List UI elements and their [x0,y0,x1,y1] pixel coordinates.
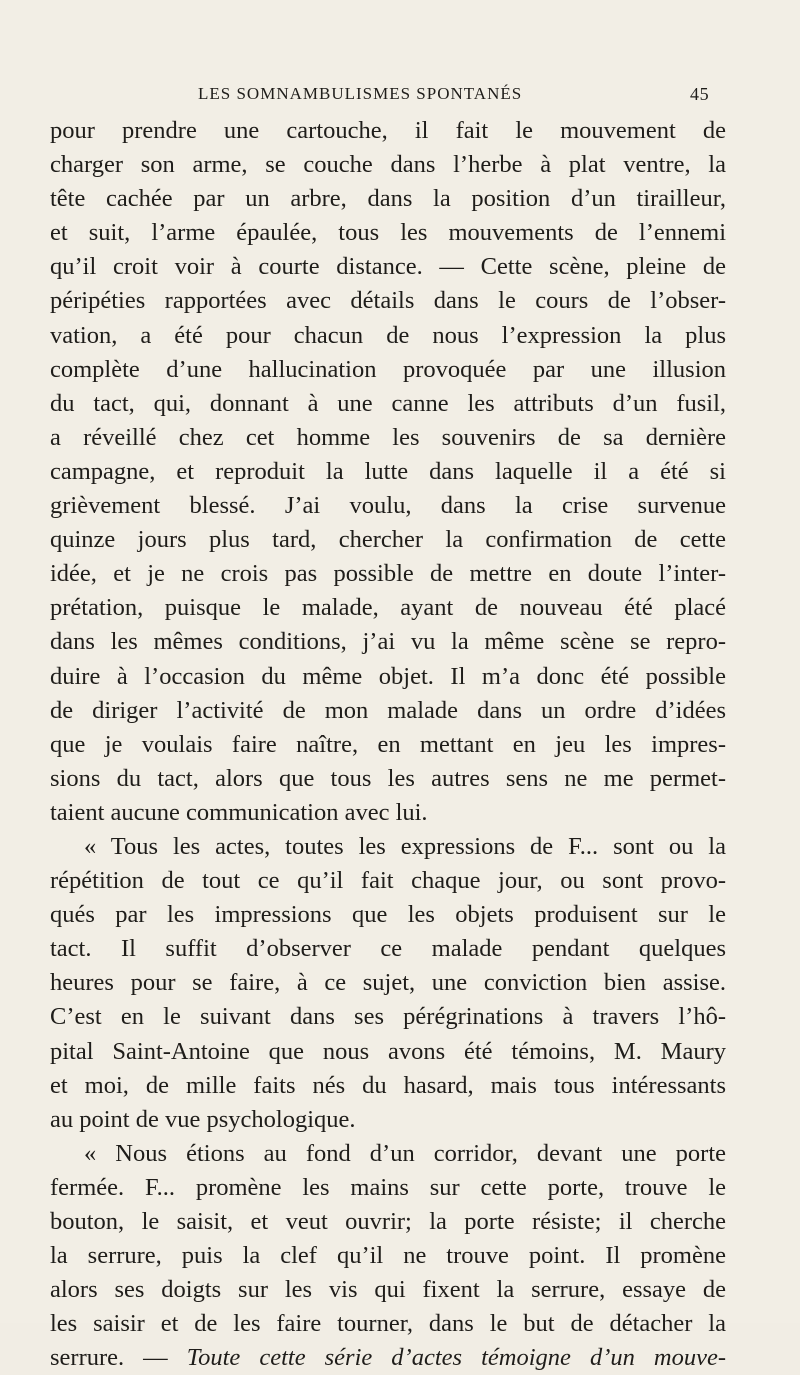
paragraph-end-line: taient aucune communication avec lui. [50,798,428,826]
text-line: péripéties rapportées avec détails dans le cours de l’obser- [50,287,726,315]
final-line [50,1341,726,1375]
text-line: C’est en le suivant dans ses pérégrinations à travers l’hô- [50,1003,726,1031]
text-line: charger son arme, se couche dans l’herbe à plat ventre, la [50,151,726,179]
text-line: que je voulais faire naître, en mettant en jeu les impres- [50,730,726,758]
text-line: dans les mêmes conditions, j’ai vu la même scène se repro- [50,628,726,656]
text-line: complète d’une hallucination provoquée par une illusion [50,355,726,383]
text-line: prétation, puisque le malade, ayant de nouveau été placé [50,594,726,622]
text-line: pour prendre une cartouche, il fait le mouvement de [50,117,726,144]
text-line: répétition de tout ce qu’il fait chaque jour, ou sont provo- [50,867,726,895]
final-line-italic: Toute cette série d’actes témoigne d’un mouve- [186,1344,726,1372]
text-line: qués par les impressions que les objets produisent sur le [50,901,726,929]
text-line: du tact, qui, donnant à une canne les attributs d’un fusil, [50,389,726,417]
final-line-roman: serrure. — [50,1344,187,1372]
text-line: quinze jours plus tard, chercher la confirmation de cette [50,526,726,554]
text-line: bouton, le saisit, et veut ouvrir; la porte résiste; il cherche [50,1208,726,1235]
text-line: la serrure, puis la clef qu’il ne trouve point. Il promène [50,1242,726,1270]
text-line: fermée. F... promène les mains sur cette porte, trouve le [50,1173,726,1201]
text-line: tête cachée par un arbre, dans la position d’un tirailleur, [50,185,726,213]
text-line: et suit, l’arme épaulée, tous les mouvements de l’ennemi [50,219,726,247]
page-number: 45 [690,84,710,104]
running-title: LES SOMNAMBULISMES SPONTANÉS [198,84,523,103]
text-line: qu’il croit voir à courte distance. — Cette scène, pleine de [50,253,726,281]
text-line: duire à l’occasion du même objet. Il m’a donc été possible [50,662,726,690]
paragraph-start-line: « Nous étions au fond d’un corridor, devant une porte [84,1139,726,1167]
text-line: les saisir et de les faire tourner, dans le but de détacher la [50,1310,726,1338]
paragraph-start-line: « Tous les actes, toutes les expressions de F... sont ou la [84,832,726,860]
text-line: pital Saint-Antoine que nous avons été témoins, M. Maury [50,1037,726,1065]
text-line: alors ses doigts sur les vis qui fixent la serrure, essaye de [50,1276,726,1304]
running-head [0,84,800,110]
text-line: campagne, et reproduit la lutte dans laquelle il a été si [50,457,726,485]
body-text [50,114,726,1375]
text-line: de diriger l’activité de mon malade dans un ordre d’idées [50,696,726,724]
text-line: idée, et je ne crois pas possible de mettre en doute l’inter- [50,560,726,588]
text-line: a réveillé chez cet homme les souvenirs de sa dernière [50,423,726,451]
text-line: tact. Il suffit d’observer ce malade pendant quelques [50,935,726,963]
text-line: et moi, de mille faits nés du hasard, mais tous intéressants [50,1071,726,1099]
text-line: heures pour se faire, à ce sujet, une conviction bien assise. [50,969,726,997]
text-line: sions du tact, alors que tous les autres sens ne me permet- [50,764,726,792]
text-line: grièvement blessé. J’ai voulu, dans la crise survenue [50,492,726,520]
text-line: vation, a été pour chacun de nous l’expression la plus [50,321,726,349]
paragraph-end-line: au point de vue psychologique. [50,1105,356,1133]
